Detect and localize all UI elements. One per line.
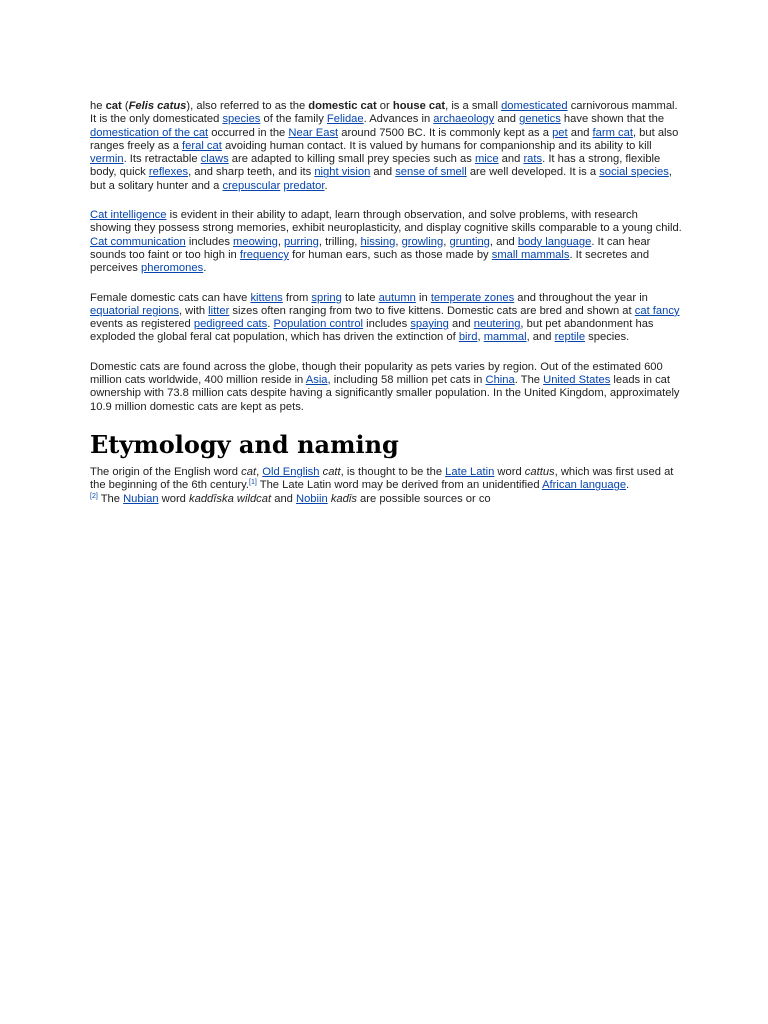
text: have shown that the <box>560 113 665 126</box>
text: , trilling, <box>318 235 361 248</box>
link-autumn[interactable]: autumn <box>378 291 416 304</box>
italic-term: kaddîska <box>189 492 234 505</box>
link-pedigreed-cats[interactable]: pedigreed cats <box>193 318 268 331</box>
text: , <box>277 235 285 248</box>
reference-2[interactable]: [2] <box>90 492 98 500</box>
link-crepuscular[interactable]: crepuscular <box>222 179 281 192</box>
link-bird[interactable]: bird <box>458 331 478 344</box>
text: leads in cat ownership with 73.8 million cats despite having a significantly smaller population. In the United Kingdom, approximately 10.9 million domestic cats are kept as pets. <box>90 374 680 413</box>
italic-term: wildcat <box>236 492 272 505</box>
link-african-language[interactable]: African language <box>542 479 627 492</box>
text: are well developed. It is a <box>466 166 600 179</box>
link-old-english[interactable]: Old English <box>262 465 320 478</box>
link-rats[interactable]: rats <box>523 153 543 166</box>
text: , and <box>489 235 518 248</box>
italic-term: kadīs <box>330 492 357 505</box>
text: or <box>376 100 393 112</box>
text: , <box>256 465 263 478</box>
link-domestication-of-the-cat[interactable]: domestication of the cat <box>90 126 209 139</box>
link-nobiin[interactable]: Nobiin <box>296 492 328 505</box>
link-near-east[interactable]: Near East <box>288 126 339 139</box>
text: ), also referred to as the <box>186 100 309 112</box>
link-grunting[interactable]: grunting <box>449 235 490 248</box>
text: of the family <box>260 113 327 126</box>
section-heading-etymology: Etymology and naming <box>90 429 399 459</box>
text: The origin of the English word <box>90 465 242 478</box>
link-felidae[interactable]: Felidae <box>326 113 364 126</box>
link-china[interactable]: China <box>485 374 515 387</box>
population-paragraph <box>90 361 682 414</box>
text: , but pet abandonment has exploded the global feral cat population, which has driven the extinction of <box>90 318 654 344</box>
text: and <box>370 166 396 179</box>
text: , <box>395 235 402 248</box>
link-reptile[interactable]: reptile <box>554 331 586 344</box>
link-spring[interactable]: spring <box>311 291 342 304</box>
text: includes <box>185 235 234 248</box>
link-sense-of-smell[interactable]: sense of smell <box>395 166 467 179</box>
text: occurred in the <box>208 126 289 139</box>
link-small-mammals[interactable]: small mammals <box>491 248 570 261</box>
link-mammal[interactable]: mammal <box>483 331 527 344</box>
link-pet[interactable]: pet <box>552 126 568 139</box>
link-nubian[interactable]: Nubian <box>123 492 159 505</box>
text: are possible sources or co <box>356 492 491 505</box>
link-population-control[interactable]: Population control <box>273 318 364 331</box>
text: and <box>448 318 474 331</box>
text: , and <box>526 331 555 344</box>
link-pheromones[interactable]: pheromones <box>141 262 204 275</box>
text: he <box>90 100 106 112</box>
text: , is a small <box>445 100 502 112</box>
text: and <box>271 492 296 505</box>
text: The Late Latin word may be derived from an unidentified <box>256 479 543 492</box>
text: is evident in their ability to adapt, learn through observation, and solve problems, with research showing they possess strong memories, exhibit neuroplasticity, and display cognitive skills comparable to a young child. <box>90 209 682 235</box>
text: to late <box>341 291 379 304</box>
italic-term: cat <box>241 465 257 478</box>
text: . It has a strong, flexible body, quick <box>90 153 661 179</box>
scientific-name: Felis catus <box>128 100 187 112</box>
text: , <box>443 235 450 248</box>
text: . The <box>514 374 544 387</box>
text: sizes often ranging from two to five kittens. Domestic cats are bred and shown at <box>229 304 635 317</box>
italic-term: catt <box>322 465 341 478</box>
text: from <box>282 291 312 304</box>
text: are adapted to killing small prey species such as <box>228 153 475 166</box>
link-species[interactable]: species <box>222 113 261 126</box>
link-claws[interactable]: claws <box>200 153 229 166</box>
link-united-states[interactable]: United States <box>543 374 611 387</box>
text: , is thought to be the <box>340 465 446 478</box>
link-late-latin[interactable]: Late Latin <box>445 465 495 478</box>
text: , including 58 million pet cats in <box>327 374 486 387</box>
link-cat-intelligence[interactable]: Cat intelligence <box>90 209 167 222</box>
link-neutering[interactable]: neutering <box>473 318 521 331</box>
text: . <box>267 318 274 331</box>
intro-paragraph <box>90 100 682 193</box>
text: . <box>203 262 207 275</box>
text: Female domestic cats can have <box>90 291 251 304</box>
text: for human ears, such as those made by <box>289 248 492 261</box>
italic-term: cattus <box>524 465 555 478</box>
link-litter[interactable]: litter <box>208 304 230 317</box>
reference-1[interactable]: [1] <box>249 479 257 487</box>
link-frequency[interactable]: frequency <box>239 248 290 261</box>
text: , with <box>178 304 209 317</box>
text: . <box>324 179 328 192</box>
etymology-paragraph <box>90 466 682 506</box>
link-cat-fancy[interactable]: cat fancy <box>634 304 680 317</box>
text: around 7500 BC. It is commonly kept as a <box>338 126 553 139</box>
text: ( <box>121 100 129 112</box>
link-growling[interactable]: growling <box>401 235 444 248</box>
text: , but also ranges freely as a <box>90 126 679 152</box>
link-genetics[interactable]: genetics <box>519 113 561 126</box>
text: . It can hear sounds too faint or too high in <box>90 235 651 261</box>
link-body-language[interactable]: body language <box>517 235 592 248</box>
link-kittens[interactable]: kittens <box>250 291 283 304</box>
link-night-vision[interactable]: night vision <box>314 166 371 179</box>
bold-term: cat <box>105 100 122 112</box>
text: . It secretes and perceives <box>90 248 650 275</box>
reproduction-paragraph <box>90 292 682 345</box>
link-cat-communication[interactable]: Cat communication <box>90 235 186 248</box>
bold-term: house cat <box>392 100 446 112</box>
text: and throughout the year in <box>514 291 648 304</box>
link-spaying[interactable]: spaying <box>410 318 449 331</box>
link-mice[interactable]: mice <box>474 153 499 166</box>
link-predator[interactable]: predator <box>283 179 325 192</box>
text: carnivorous mammal. It is the only domesticated <box>90 100 678 126</box>
link-farm-cat[interactable]: farm cat <box>592 126 633 139</box>
text: avoiding human contact. It is valued by humans for companionship and its ability to kill <box>221 139 652 152</box>
link-meowing[interactable]: meowing <box>233 235 278 248</box>
text: Domestic cats are found across the globe, though their popularity as pets varies by region. Out of the estimated 600 million cats worldwide, 400 million reside in <box>90 360 663 387</box>
link-purring[interactable]: purring <box>284 235 319 248</box>
link-equatorial-regions[interactable]: equatorial regions <box>90 304 179 317</box>
link-reflexes[interactable]: reflexes <box>148 166 189 179</box>
text: , but a solitary hunter and a <box>90 166 672 192</box>
bold-term: domestic cat <box>308 100 377 112</box>
text: , and sharp teeth, and its <box>188 166 315 179</box>
link-hissing[interactable]: hissing <box>360 235 396 248</box>
text: includes <box>363 318 411 331</box>
link-domesticated[interactable]: domesticated <box>501 100 568 112</box>
link-archaeology[interactable]: archaeology <box>433 113 495 126</box>
text: , which was first used at the beginning of the 6th century. <box>90 465 674 492</box>
text: species. <box>585 331 630 344</box>
text: . Advances in <box>363 113 434 126</box>
link-feral-cat[interactable]: feral cat <box>182 139 222 152</box>
text: and <box>494 113 520 126</box>
text: , <box>477 331 484 344</box>
link-vermin[interactable]: vermin <box>90 153 124 166</box>
link-asia[interactable]: Asia <box>305 374 328 387</box>
text: word <box>494 465 525 478</box>
link-social-species[interactable]: social species <box>599 166 669 179</box>
text: . Its retractable <box>123 153 201 166</box>
text: word <box>158 492 190 505</box>
article-body <box>90 100 682 522</box>
text: The <box>97 492 124 505</box>
intelligence-paragraph <box>90 209 682 275</box>
text: in <box>415 291 431 304</box>
link-temperate-zones[interactable]: temperate zones <box>430 291 515 304</box>
text: and <box>567 126 593 139</box>
text: . <box>626 479 630 492</box>
text: events as registered <box>90 318 194 331</box>
text: and <box>498 153 524 166</box>
